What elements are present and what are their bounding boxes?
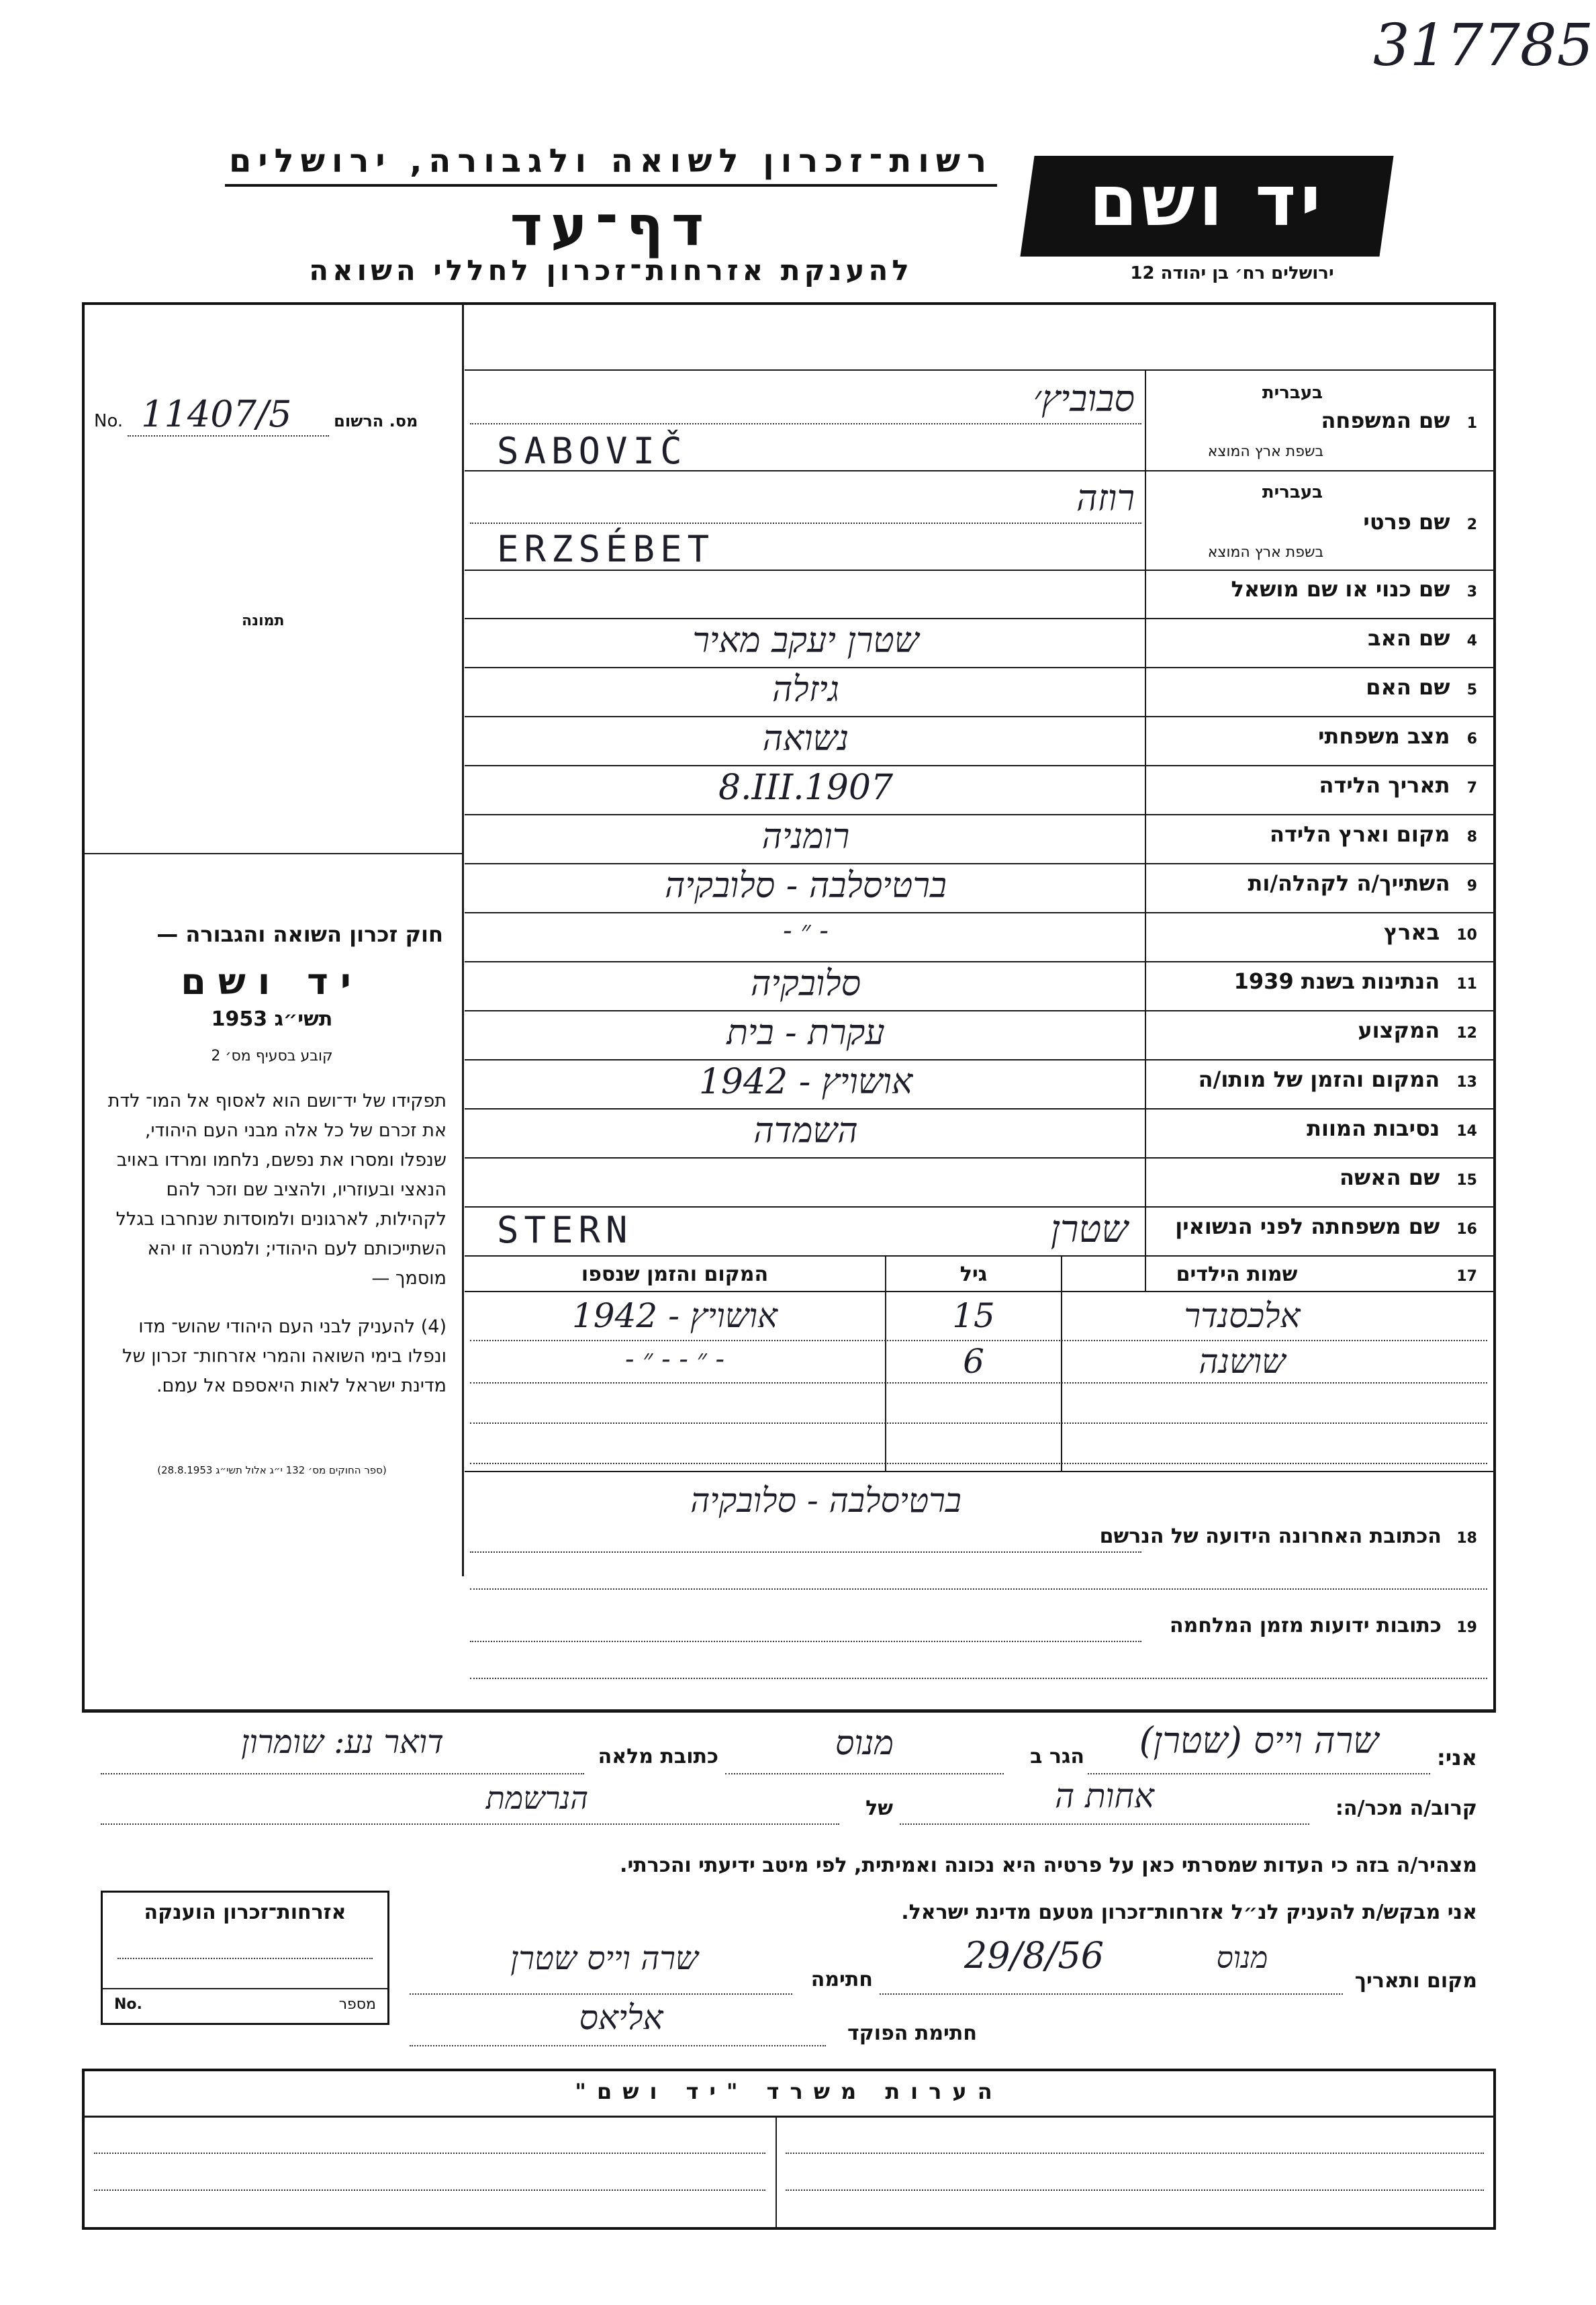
field-16-value-hebrew: שטרן [1050,1208,1128,1251]
field-2-value-latin: ERZSÉBET [497,528,715,570]
field-11-label: 11 הנתינות בשנת 1939 [1233,968,1477,994]
children-col-age: גיל [959,1263,988,1286]
citizenship-number-label: מספר [338,1996,376,2013]
field-13-value: אושויץ - 1942 [698,1062,913,1102]
field-14-label: 14 נסיבות המוות [1307,1116,1477,1141]
officer-signature-label: חתימת הפוקד [847,2022,977,2045]
child-name: שושנה [1199,1342,1286,1381]
signature-value: שרה וייס שטרן [510,1940,698,1977]
field-4-label: 4 שם האב [1368,625,1477,651]
form-subtitle: להענקת אזרחות־זכרון לחללי השואה [309,254,913,287]
field-1-value-hebrew: סבוביץ׳ [1033,377,1135,420]
field-7-label: 7 תאריך הלידה [1319,772,1477,798]
of-label: של [865,1797,893,1820]
resides-label: הגר ב [1030,1745,1084,1768]
children-col-place: המקום והזמן שנספו [581,1263,769,1286]
statement-1: מצהיר/ה בזה כי העדות שמסרתי כאן על פרטיה היא נכונה ואמיתית, לפי מיטב ידיעתי והכרתי. [620,1854,1477,1877]
statement-2: אני מבקש/ת להעניק לנ״ל אזרחות־זכרון מטעם מדינת ישראל. [901,1901,1477,1924]
field-5-value: גיזלה [771,670,840,710]
field-2-origin-sub: בשפת ארץ המוצא [1207,544,1324,561]
field-8-label: 8 מקום וארץ הלידה [1270,821,1477,847]
field-16-value-latin: STERN [497,1209,633,1251]
declaration-i-label: אני: [1436,1745,1477,1770]
field-10-value: - ״ - [783,915,829,946]
child-age: 6 [963,1342,984,1381]
law-footnote: (ספר החוקים מס׳ 132 י״ג אלול תשי״ג 28.8.1953) [157,1464,387,1476]
law-year: תשי״ג 1953 [211,1007,333,1031]
field-2-label: 2 שם פרטי [1363,509,1477,535]
field-2-hebrew-sub: בעברית [1262,482,1323,502]
field-4-value: שטרן יעקב מאיר [692,621,919,661]
law-paragraph-2: (4) להעניק לבני העם היהודי שהוש־ מדו ונפלו בימי השואה והמרי אזרחות־ זכרון של מדינת ישראל לאות היאספם אל עמם. [122,1316,447,1396]
place-value: מנוס [1216,1941,1268,1975]
field-1-origin-sub: בשפת ארץ המוצא [1207,443,1324,460]
child-name: אלכסנדר [1184,1296,1301,1335]
field-18-value: ברטיסלבה - סלובקיה [690,1481,961,1520]
field-7-value: 8.III.1907 [718,768,894,808]
law-paragraph-1: תפקידו של יד־ושם הוא לאסוף אל המו־ לדת את זכרם של כל אלה מבני העם היהודי, שנפלו ומסרו את נפשם, נלחמו ומרדו באויב הנאצי ובעוזריו, ולהציב שם וזכר להם לקהילות, לארגונים ולמוסדות שנחרבו בגלל השתייכותם לעם היהודי; ולמטרה זו יהא מוסמך — [107,1091,447,1289]
registration-number: 11407/5 [128,393,329,437]
logo-text: יד ושם [1089,160,1325,242]
photo-label: תמונה [242,613,285,629]
relation-label: קרוב/ה מכר/ה: [1335,1797,1477,1820]
law-name: יד ושם [181,960,363,1003]
resides-value: מנוס [835,1723,894,1762]
field-17-num: 17 [1456,1268,1477,1285]
logo-address: ירושלים רח׳ בן יהודה 12 [1130,263,1334,283]
no-prefix: No. [94,411,124,431]
field-16-label: 16 שם משפחתה לפני הנשואין [1175,1214,1477,1239]
field-6-value: נשואה [762,719,849,759]
full-address-label: כתובת מלאה [598,1745,718,1768]
child-place: אושויץ - 1942 [571,1296,778,1335]
child-place: - ״ - - ״ - [624,1344,725,1375]
field-2-value-hebrew: רוזה [1076,477,1135,519]
field-15-label: 15 שם האשה [1340,1165,1477,1190]
of-value: הנרשמת [485,1780,589,1816]
field-1-hebrew-sub: בעברית [1262,383,1323,403]
field-8-value: רומניה [761,817,850,857]
field-1-label: 1 שם המשפחה [1321,408,1477,433]
field-14-value: השמדה [753,1111,858,1151]
relation-value: אחות ה [1054,1776,1155,1815]
field-12-label: 12 המקצוע [1358,1018,1477,1043]
full-address-value: דואר נע: שומרון [241,1723,444,1761]
notes-title: הערות משרד "יד ושם" [575,2079,1003,2104]
form-title: דף־עד [510,195,712,259]
field-18-label: 18 הכתובת האחרונה הידועה של הנרשם [1099,1525,1477,1548]
signature-label: חתימה [810,1968,873,1991]
field-10-label: 10 בארץ [1384,919,1477,945]
field-9-value: ברטיסלבה - סלובקיה [665,866,947,906]
law-clause: קובע בסעיף מס׳ 2 [211,1048,333,1065]
citizenship-box-title: אזרחות־זכרון הוענקה [144,1901,346,1924]
date-value: 29/8/56 [964,1934,1105,1977]
field-11-value: סלובקיה [750,964,861,1004]
declarant-name: שרה וייס (שטרן) [1139,1719,1379,1762]
child-age: 15 [952,1296,995,1335]
authority-heading: רשות־זכרון לשואה ולגבורה, ירושלים [225,142,997,187]
archive-number: 317785 [1373,12,1594,79]
registration-block [94,393,450,437]
field-19-label: 19 כתובות ידועות מזמן המלחמה [1170,1614,1477,1637]
citizenship-no: No. [114,1996,142,2013]
place-date-label: מקום ותאריך [1354,1969,1477,1993]
law-heading: חוק זכרון השואה והגבורה — [156,921,443,947]
officer-signature-value: אליאס [579,1998,663,2037]
field-5-label: 5 שם האם [1366,674,1477,700]
field-6-label: 6 מצב משפחתי [1318,723,1477,749]
children-col-names: שמות הילדים [1176,1263,1298,1286]
field-12-value: עקרת - בית [726,1013,885,1053]
field-3-label: 3 שם כנוי או שם מושאל [1231,576,1477,602]
field-9-label: 9 השתייך/ה לקהלה/ות [1248,870,1477,896]
registration-label: מס. הרשום [334,412,418,431]
field-13-label: 13 המקום והזמן של מותו/ה [1198,1067,1477,1092]
field-1-value-latin: SABOVIČ [497,430,688,472]
